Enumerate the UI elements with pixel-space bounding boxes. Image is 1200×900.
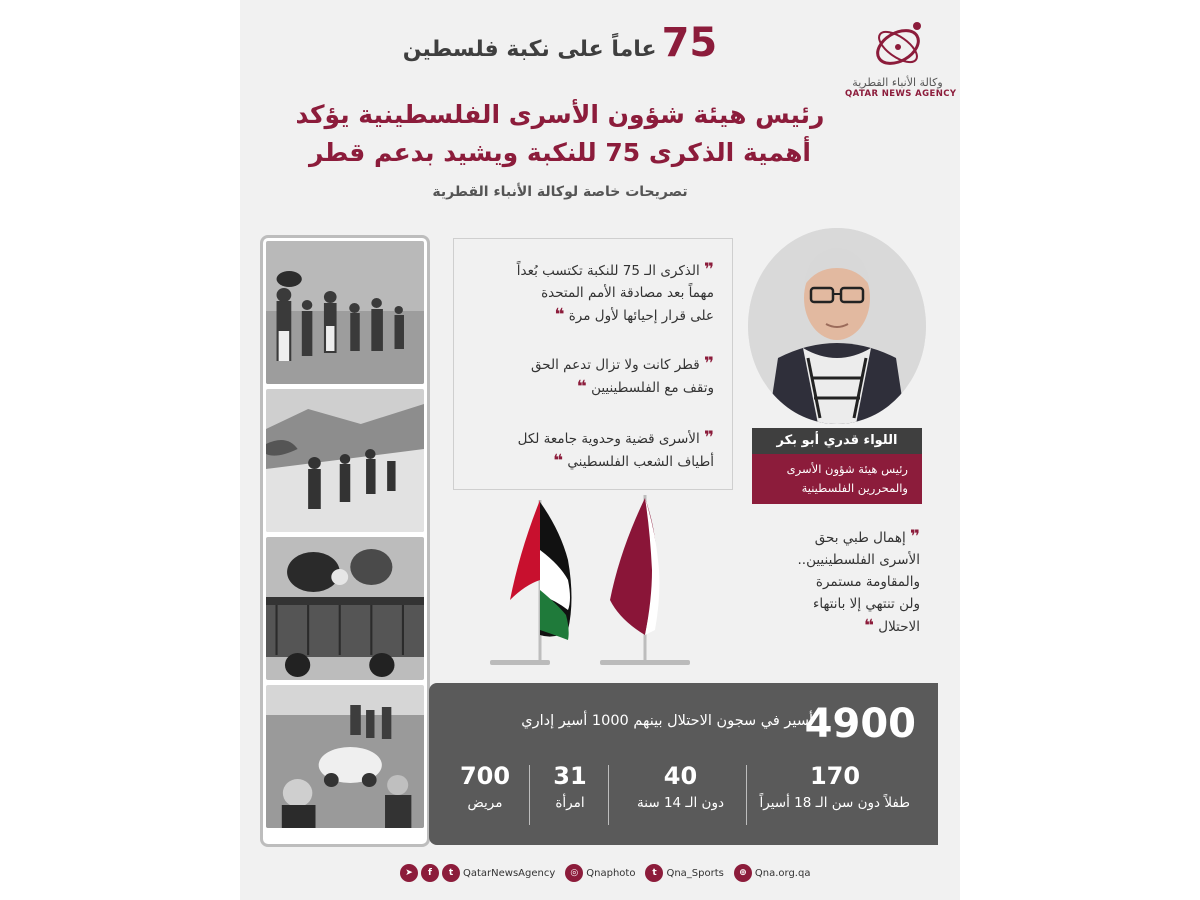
quote-1-line-2: مهماً بعد مصادقة الأمم المتحدة xyxy=(541,285,714,301)
official-role xyxy=(752,454,922,504)
quote-2 xyxy=(464,353,714,399)
total-prisoners-number: 4900 xyxy=(804,701,916,747)
stat-divider xyxy=(608,765,609,825)
qna-emblem-icon xyxy=(865,14,931,72)
official-name: اللواء قدري أبو بكر xyxy=(752,428,922,454)
quote-1-line-3: على قرار إحيائها لأول مرة xyxy=(568,308,714,324)
close-quote-icon: ❝ xyxy=(553,451,564,471)
main-title xyxy=(280,96,840,172)
side-quote xyxy=(790,526,920,638)
logo-english-text: QATAR NEWS AGENCY xyxy=(845,89,957,99)
handle-photo[interactable]: Qnaphoto xyxy=(586,867,636,879)
kicker-heading xyxy=(360,20,760,66)
archive-photo-4 xyxy=(266,685,424,828)
title-line-1: رئيس هيئة شؤون الأسرى الفلسطينية يؤكد xyxy=(295,100,825,129)
total-prisoners-text: أسير في سجون الاحتلال بينهم 1000 أسير إداري xyxy=(521,713,813,729)
social-sports[interactable] xyxy=(645,864,723,882)
stat-divider xyxy=(529,765,530,825)
side-quote-line-1: إهمال طبي بحق xyxy=(814,530,906,546)
instagram-icon[interactable]: ◎ xyxy=(565,864,583,882)
qatar-flag-icon xyxy=(600,495,690,665)
twitter-icon[interactable]: t xyxy=(442,864,460,882)
stat-value: 700 xyxy=(459,762,511,790)
quote-3 xyxy=(464,427,714,473)
quote-1 xyxy=(464,259,714,327)
quotes-box xyxy=(453,238,733,490)
stat-label: طفلاً دون سن الـ 18 أسيراً xyxy=(759,795,910,811)
side-quote-line-3: والمقاومة مستمرة xyxy=(815,574,920,590)
close-quote-icon: ❝ xyxy=(554,305,565,325)
role-line-2: والمحررين الفلسطينية xyxy=(801,481,908,495)
side-quote-line-5: الاحتلال xyxy=(878,619,920,635)
archive-photo-2 xyxy=(266,389,424,532)
kicker-text: عاماً على نكبة فلسطين xyxy=(402,37,657,62)
side-quote-line-4: ولن تنتهي إلا بانتهاء xyxy=(813,596,920,612)
open-quote-icon: ❞ xyxy=(704,260,714,280)
stat-divider xyxy=(746,765,747,825)
stat-under-14 xyxy=(623,761,738,815)
facebook-icon[interactable]: f xyxy=(421,864,439,882)
telegram-icon[interactable]: ➤ xyxy=(400,864,418,882)
stat-women xyxy=(540,761,600,815)
globe-icon[interactable]: ⊕ xyxy=(734,864,752,882)
stat-value: 40 xyxy=(663,762,698,790)
infographic-poster xyxy=(240,0,960,900)
title-line-2: أهمية الذكرى 75 للنكبة ويشيد بدعم قطر xyxy=(309,138,811,167)
social-website[interactable] xyxy=(734,864,811,882)
qna-logo xyxy=(845,14,957,110)
social-main[interactable] xyxy=(400,864,555,882)
logo-arabic-text: وكالة الأنباء القطرية xyxy=(852,76,943,89)
stat-label: دون الـ 14 سنة xyxy=(637,795,724,811)
social-photo[interactable] xyxy=(565,864,635,882)
stat-label: امرأة xyxy=(555,795,585,811)
open-quote-icon: ❞ xyxy=(910,527,920,547)
quote-3-line-2: أطياف الشعب الفلسطيني xyxy=(567,454,714,470)
archive-photo-1 xyxy=(266,241,424,384)
kicker-number: 75 xyxy=(661,20,718,66)
social-footer xyxy=(400,860,820,886)
twitter-icon[interactable]: t xyxy=(645,864,663,882)
role-line-1: رئيس هيئة شؤون الأسرى xyxy=(786,462,908,476)
close-quote-icon: ❝ xyxy=(863,616,874,636)
archive-photos-column xyxy=(260,235,430,847)
quote-3-line-1: الأسرى قضية وحدوية جامعة لكل xyxy=(517,431,700,447)
side-quote-line-2: الأسرى الفلسطينيين.. xyxy=(797,552,920,568)
open-quote-icon: ❞ xyxy=(704,354,714,374)
close-quote-icon: ❝ xyxy=(576,377,587,397)
prisoner-stats-panel xyxy=(429,683,938,845)
handle-sports[interactable]: Qna_Sports xyxy=(666,867,724,879)
stat-sick xyxy=(450,761,520,815)
quote-1-line-1: الذكرى الـ 75 للنكبة تكتسب بُعداً xyxy=(516,263,700,279)
open-quote-icon: ❞ xyxy=(704,428,714,448)
quote-2-line-1: قطر كانت ولا تزال تدعم الحق xyxy=(531,357,700,373)
stat-label: مريض xyxy=(467,795,503,811)
palestine-flag-icon xyxy=(490,500,572,665)
handle-main[interactable]: QatarNewsAgency xyxy=(463,867,556,879)
flags-illustration xyxy=(480,490,710,675)
subtitle: تصريحات خاصة لوكالة الأنباء القطرية xyxy=(432,184,688,200)
archive-photo-3 xyxy=(266,537,424,680)
quote-2-line-2: وتقف مع الفلسطينيين xyxy=(591,380,714,396)
stat-value: 31 xyxy=(553,762,587,790)
website-link[interactable]: Qna.org.qa xyxy=(754,867,811,879)
official-portrait xyxy=(748,228,926,424)
stat-children xyxy=(760,761,910,815)
stat-value: 170 xyxy=(809,762,861,790)
